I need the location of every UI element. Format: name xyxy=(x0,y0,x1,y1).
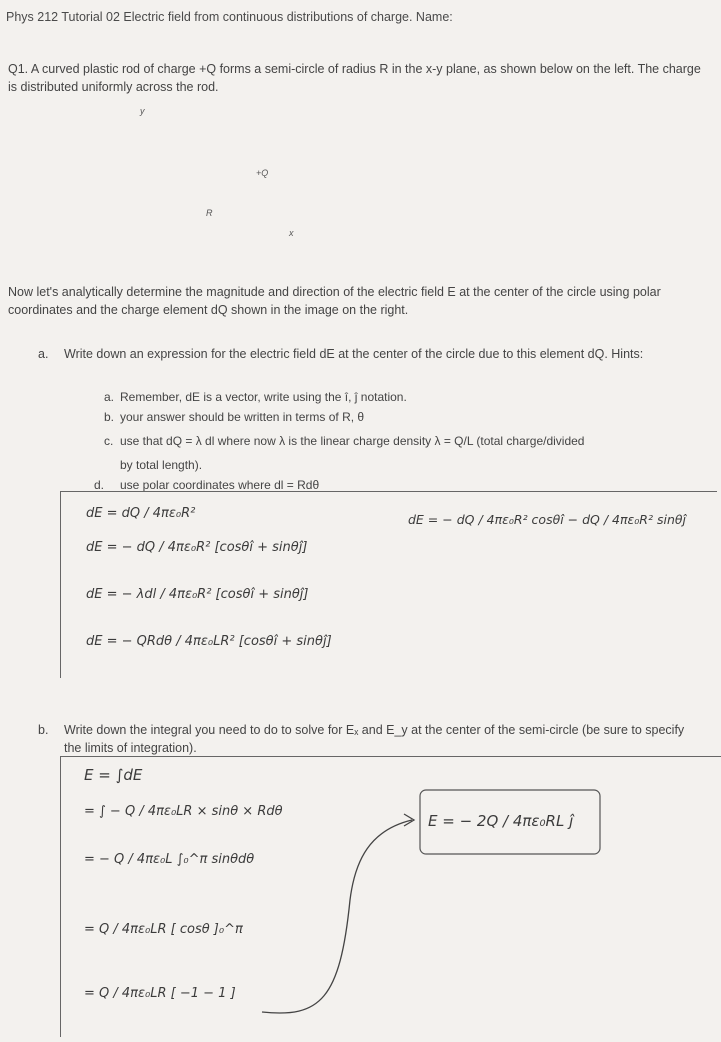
hint-text: Remember, dE is a vector, write using the î, ĵ notation. xyxy=(120,390,407,404)
intro-paragraph: Now let's analytically determine the magnitude and direction of the electric field E at the center of the circle using polar coordinates and the charge element dQ shown in the image on the right. xyxy=(8,285,661,317)
part-a-marker: a. xyxy=(38,347,49,361)
part-b-marker: b. xyxy=(38,723,49,737)
answer-b-line-3: = − Q / 4πε₀L ∫₀^π sinθdθ xyxy=(84,852,255,867)
hint-marker: d. xyxy=(94,478,105,492)
hint-text: use that dQ = λ dl where now λ is the linear charge density λ = Q/L (total charge/divided xyxy=(120,434,585,448)
figure-label-y: y xyxy=(140,106,145,116)
hint-marker: a. xyxy=(104,390,115,404)
part-a-text: Write down an expression for the electric field dE at the center of the circle due to this element dQ. Hints: xyxy=(64,347,644,361)
figure-label-radius: R xyxy=(206,208,213,218)
answer-b-line-4: = Q / 4πε₀LR [ cosθ ]₀^π xyxy=(84,922,243,937)
page-header: Phys 212 Tutorial 02 Electric field from continuous distributions of charge. Name: xyxy=(6,10,453,24)
hint-marker: c. xyxy=(104,434,114,448)
arrow-head xyxy=(404,814,414,826)
answer-b-line-5: = Q / 4πε₀LR [ −1 − 1 ] xyxy=(84,986,236,1001)
answer-b-result: E = − 2Q / 4πε₀RL ĵ xyxy=(428,812,574,830)
question-1-text: Q1. A curved plastic rod of charge +Q forms a semi-circle of radius R in the x-y plane, as shown below on the left. The charge is distributed uniformly across the rod. xyxy=(8,62,701,94)
figure-label-charge: +Q xyxy=(256,168,269,178)
figure-label-x: x xyxy=(289,228,294,238)
hint-marker: b. xyxy=(104,410,115,424)
answer-b-line-2: = ∫ − Q / 4πε₀LR × sinθ × Rdθ xyxy=(84,804,283,819)
answer-a-line-4: dE = − QRdθ / 4πε₀LR² [cosθî + sinθĵ] xyxy=(86,634,332,649)
part-b-text: Write down the integral you need to do to solve for Eₓ and E_y at the center of the semi-circle (be sure to specify the limits of integration). xyxy=(64,723,685,755)
answer-a-line-1: dE = dQ / 4πε₀R² xyxy=(86,506,196,521)
hint-text: by total length). xyxy=(120,458,203,472)
answer-b-line-1: E = ∫dE xyxy=(84,766,143,784)
answer-a-line-3: dE = − λdl / 4πε₀R² [cosθî + sinθĵ] xyxy=(86,587,309,602)
answer-a-right: dE = − dQ / 4πε₀R² cosθî − dQ / 4πε₀R² sinθĵ xyxy=(408,512,686,527)
hint-text: use polar coordinates where dl = Rdθ xyxy=(120,478,320,492)
answer-a-line-2: dE = − dQ / 4πε₀R² [cosθî + sinθĵ] xyxy=(86,540,308,555)
result-circle xyxy=(420,790,600,854)
hint-text: your answer should be written in terms of R, θ xyxy=(120,410,365,424)
connector-arrow xyxy=(262,820,412,1013)
